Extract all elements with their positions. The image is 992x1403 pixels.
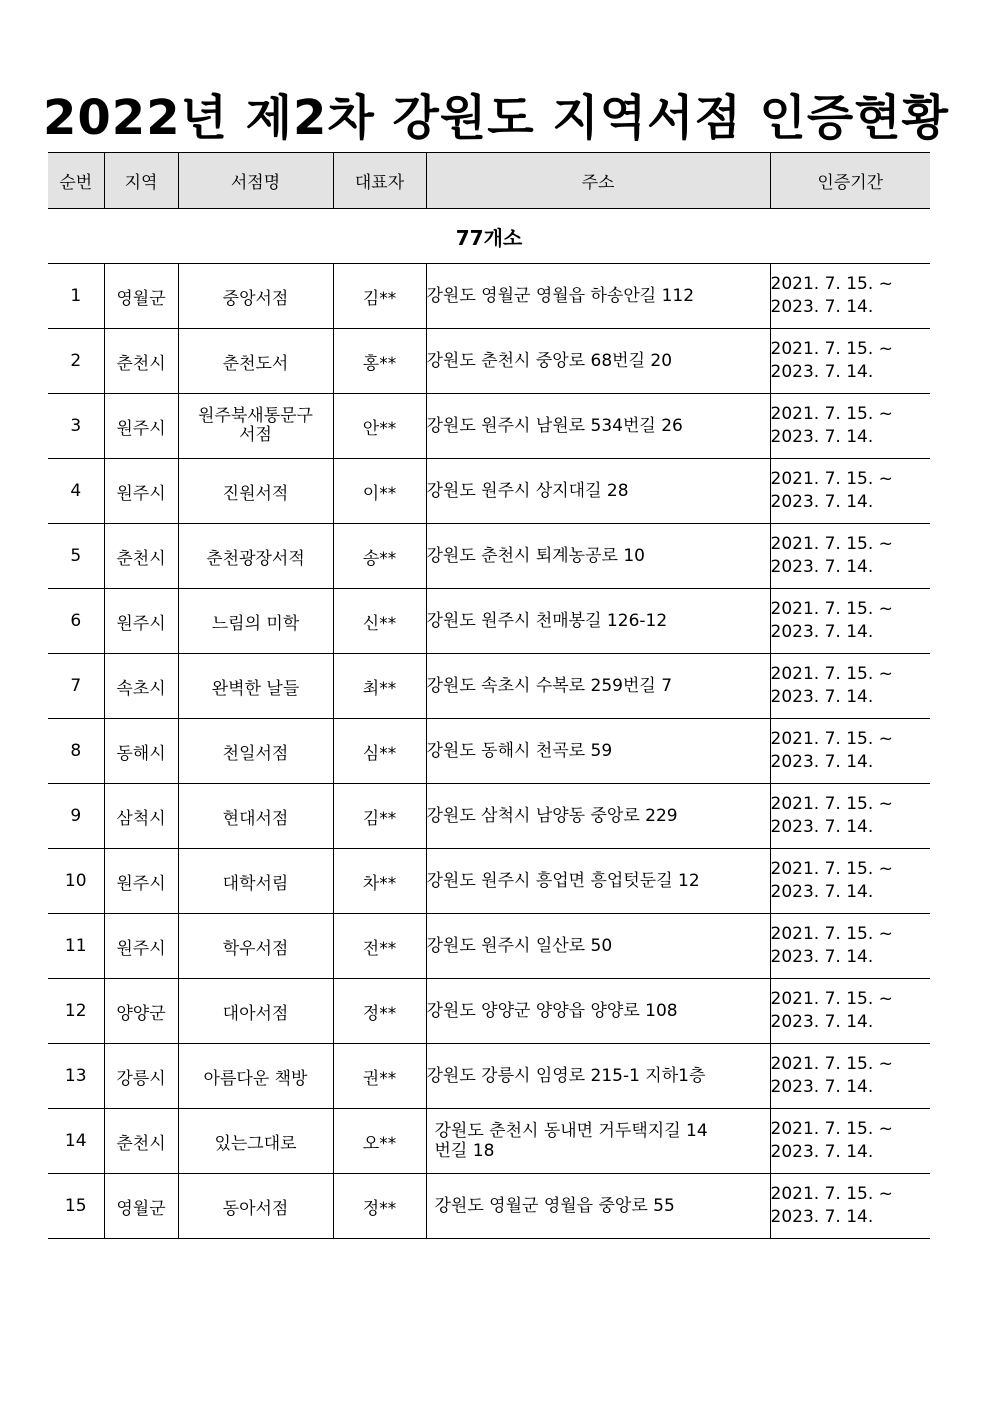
header-no: 순번 [48,153,104,209]
cell-owner: 차** [333,849,426,914]
cell-no: 2 [48,329,104,394]
address-text: 강원도 춘천시 동내면 거두택지길 14번길 18 [434,1121,708,1161]
period-start: 2021. 7. 15. ~ [770,1184,893,1204]
period-start: 2021. 7. 15. ~ [770,339,893,359]
cell-period [770,1109,930,1174]
cell-no: 4 [48,459,104,524]
cell-region: 양양군 [104,979,178,1044]
cell-owner: 이** [333,459,426,524]
cell-address: 강원도 원주시 상지대길 28 [426,459,770,524]
cell-store: 느림의 미학 [178,589,333,654]
cell-address: 강원도 원주시 일산로 50 [426,914,770,979]
period-start: 2021. 7. 15. ~ [770,859,893,879]
cell-region: 동해시 [104,719,178,784]
cell-owner: 정** [333,979,426,1044]
cell-no: 11 [48,914,104,979]
cell-period [770,849,930,914]
period-end: 2023. 7. 14. [770,297,874,317]
period-end: 2023. 7. 14. [770,427,874,447]
period-start: 2021. 7. 15. ~ [770,1119,893,1139]
cell-address: 강원도 양양군 양양읍 양양로 108 [426,979,770,1044]
cell-period [770,1044,930,1109]
period-end: 2023. 7. 14. [770,947,874,967]
period-end: 2023. 7. 14. [770,1077,874,1097]
header-period: 인증기간 [770,153,930,209]
cell-region: 원주시 [104,459,178,524]
cell-period [770,784,930,849]
period-start: 2021. 7. 15. ~ [770,924,893,944]
table-row [48,394,930,459]
table-row [48,589,930,654]
period-start: 2021. 7. 15. ~ [770,469,893,489]
cell-period [770,589,930,654]
table-row [48,654,930,719]
cell-region: 강릉시 [104,1044,178,1109]
period-start: 2021. 7. 15. ~ [770,729,893,749]
period-end: 2023. 7. 14. [770,622,874,642]
cell-store: 대아서점 [178,979,333,1044]
cell-address: 강원도 속초시 수복로 259번길 7 [426,654,770,719]
cell-owner: 김** [333,784,426,849]
cell-owner: 전** [333,914,426,979]
cell-store: 동아서점 [178,1174,333,1239]
cell-period [770,394,930,459]
cell-address [426,1109,770,1174]
period-start: 2021. 7. 15. ~ [770,1054,893,1074]
cell-region: 춘천시 [104,1109,178,1174]
cell-region: 원주시 [104,589,178,654]
cell-owner: 권** [333,1044,426,1109]
table-row [48,914,930,979]
cell-address: 강원도 삼척시 남양동 중앙로 229 [426,784,770,849]
cell-period [770,654,930,719]
cell-no: 6 [48,589,104,654]
cell-store: 중앙서점 [178,264,333,329]
cell-no: 10 [48,849,104,914]
cell-store: 대학서림 [178,849,333,914]
table-row [48,719,930,784]
period-start: 2021. 7. 15. ~ [770,664,893,684]
cell-store: 진원서적 [178,459,333,524]
store-name: 원주북새통문구 서점 [198,406,313,445]
cell-period [770,459,930,524]
cell-store: 학우서점 [178,914,333,979]
cell-no: 9 [48,784,104,849]
cell-region: 삼척시 [104,784,178,849]
table-row [48,1109,930,1174]
table-row [48,784,930,849]
cell-owner: 정** [333,1174,426,1239]
cell-owner: 신** [333,589,426,654]
cell-owner: 최** [333,654,426,719]
period-end: 2023. 7. 14. [770,557,874,577]
cell-no: 8 [48,719,104,784]
cell-region: 원주시 [104,914,178,979]
cell-no: 14 [48,1109,104,1174]
cell-no: 3 [48,394,104,459]
cell-no: 1 [48,264,104,329]
cell-owner: 송** [333,524,426,589]
period-start: 2021. 7. 15. ~ [770,599,893,619]
period-start: 2021. 7. 15. ~ [770,274,893,294]
cell-address: 강원도 원주시 천매봉길 126-12 [426,589,770,654]
cell-region: 춘천시 [104,524,178,589]
cell-owner: 홍** [333,329,426,394]
period-end: 2023. 7. 14. [770,687,874,707]
cell-owner: 심** [333,719,426,784]
cell-period [770,914,930,979]
period-start: 2021. 7. 15. ~ [770,404,893,424]
cell-owner: 김** [333,264,426,329]
cell-region: 영월군 [104,264,178,329]
period-end: 2023. 7. 14. [770,492,874,512]
bookstore-table [48,152,930,1239]
cell-period [770,329,930,394]
period-end: 2023. 7. 14. [770,817,874,837]
cell-owner: 오** [333,1109,426,1174]
cell-region: 속초시 [104,654,178,719]
header-owner: 대표자 [333,153,426,209]
cell-owner: 안** [333,394,426,459]
cell-address: 강원도 강릉시 임영로 215-1 지하1층 [426,1044,770,1109]
cell-period [770,264,930,329]
cell-no: 12 [48,979,104,1044]
count-label: 77개소 [48,209,930,264]
cell-address: 강원도 원주시 남원로 534번길 26 [426,394,770,459]
cell-store: 있는그대로 [178,1109,333,1174]
period-end: 2023. 7. 14. [770,882,874,902]
cell-address: 강원도 춘천시 퇴계농공로 10 [426,524,770,589]
cell-address: 강원도 영월군 영월읍 중앙로 55 [426,1174,770,1239]
header-store: 서점명 [178,153,333,209]
cell-no: 13 [48,1044,104,1109]
cell-store [178,394,333,459]
period-start: 2021. 7. 15. ~ [770,989,893,1009]
cell-store: 현대서점 [178,784,333,849]
table-row [48,979,930,1044]
cell-period [770,1174,930,1239]
cell-region: 원주시 [104,849,178,914]
table-header-row [48,153,930,209]
table-row [48,1044,930,1109]
cell-address: 강원도 춘천시 중앙로 68번길 20 [426,329,770,394]
period-end: 2023. 7. 14. [770,1012,874,1032]
period-end: 2023. 7. 14. [770,1207,874,1227]
table-row [48,524,930,589]
cell-region: 원주시 [104,394,178,459]
cell-region: 영월군 [104,1174,178,1239]
cell-address: 강원도 영월군 영월읍 하송안길 112 [426,264,770,329]
table-row [48,849,930,914]
cell-period [770,524,930,589]
page-title: 2022년 제2차 강원도 지역서점 인증현황 [43,90,949,146]
cell-no: 7 [48,654,104,719]
cell-no: 15 [48,1174,104,1239]
count-row [48,209,930,264]
header-address: 주소 [426,153,770,209]
table-row [48,1174,930,1239]
period-end: 2023. 7. 14. [770,752,874,772]
period-start: 2021. 7. 15. ~ [770,534,893,554]
cell-store: 아름다운 책방 [178,1044,333,1109]
cell-period [770,719,930,784]
period-start: 2021. 7. 15. ~ [770,794,893,814]
table-row [48,329,930,394]
header-region: 지역 [104,153,178,209]
period-end: 2023. 7. 14. [770,1142,874,1162]
cell-store: 춘천도서 [178,329,333,394]
table-row [48,264,930,329]
cell-no: 5 [48,524,104,589]
cell-region: 춘천시 [104,329,178,394]
cell-store: 완벽한 날들 [178,654,333,719]
cell-period [770,979,930,1044]
cell-address: 강원도 원주시 흥업면 흥업텃둔길 12 [426,849,770,914]
cell-address: 강원도 동해시 천곡로 59 [426,719,770,784]
period-end: 2023. 7. 14. [770,362,874,382]
cell-store: 춘천광장서적 [178,524,333,589]
table-row [48,459,930,524]
cell-store: 천일서점 [178,719,333,784]
